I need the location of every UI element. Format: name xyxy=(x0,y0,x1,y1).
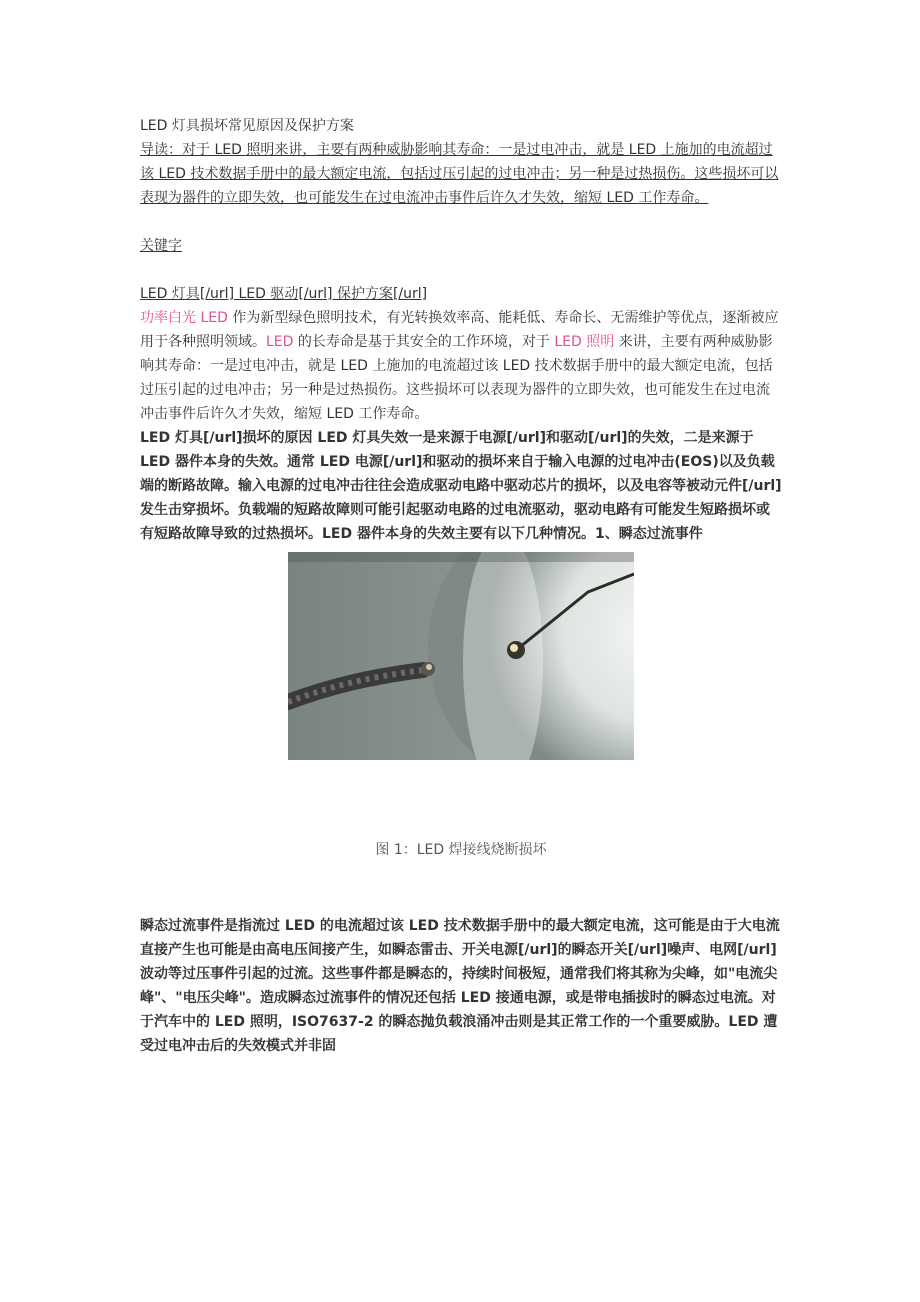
causes-paragraph: LED 灯具[/url]损坏的原因 LED 灯具失效一是来源于电源[/url]和驱动[/url]的失效，二是来源于 LED 器件本身的失效。通常 LED 电源[/url]和驱动的损坏来自于输入电源的过电冲击(EOS)以及负载端的断路故障。输入电源的过电冲击往往会造成驱动电路中驱动芯片的损坏，以及电容等被动元件[/url]发生击穿损坏。负载端的短路故障则可能引起驱动电路的过电流驱动，驱动电路有可能发生短路损坏或有短路故障导致的过热损坏。LED 器件本身的失效主要有以下几种情况。1、瞬态过流事件 xyxy=(140,430,782,542)
keywords-links[interactable]: LED 灯具[/url] LED 驱动[/url] 保护方案[/url] xyxy=(140,286,428,302)
keywords-label[interactable]: 关键字 xyxy=(140,238,182,254)
document-title: LED 灯具损坏常见原因及保护方案 xyxy=(140,118,354,134)
link-led[interactable]: LED xyxy=(266,334,294,350)
intro-text-1: 作为新型绿色照明技术，有光转换效率高、能耗低、寿命长、无需维护等优点，逐渐被应用于各种照明领域。 xyxy=(140,310,779,350)
intro-text-2: 的长寿命是基于其安全的工作环境，对于 xyxy=(293,334,555,350)
transient-paragraph: 瞬态过流事件是指流过 LED 的电流超过该 LED 技术数据手册中的最大额定电流，这可能是由于大电流直接产生也可能是由高电压间接产生，如瞬态雷击、开关电源[/url]的瞬态开关[/url]噪声、电网[/url]波动等过压事件引起的过流。这些事件都是瞬态的，持续时间极短，通常我们将其称为尖峰，如"电流尖峰"、"电压尖峰"。造成瞬态过流事件的情况还包括 LED 接通电源，或是带电插拔时的瞬态过电流。对于汽车中的 LED 照明，ISO7637-2 的瞬态抛负载浪涌冲击则是其正常工作的一个重要威胁。LED 遭受过电冲击后的失效模式并非固 xyxy=(140,918,780,1054)
intro-text-3: 来讲，主要有两种威胁影响其寿命：一是过电冲击，就是 LED 上施加的电流超过该 LED 技术数据手册中的最大额定电流，包括过压引起的过电冲击；另一种是过热损伤。这些损坏可以表现为器件的立即失效，也可能发生在过电流冲击事件后许久才失效，缩短 LED 工作寿命。 xyxy=(140,334,773,422)
wire-burnout-photo xyxy=(288,552,634,760)
guide-paragraph[interactable]: 导读：对于 LED 照明来讲，主要有两种威胁影响其寿命：一是过电冲击，就是 LED 上施加的电流超过该 LED 技术数据手册中的最大额定电流，包括过压引起的过电冲击；另一种是过热损伤。这些损坏可以表现为器件的立即失效，也可能发生在过电流冲击事件后许久才失效，缩短 LED 工作寿命。 xyxy=(140,142,779,206)
figure-caption: 图 1：LED 焊接线烧断损坏 xyxy=(375,842,547,858)
link-led-lighting[interactable]: LED 照明 xyxy=(554,334,615,350)
intro-paragraph xyxy=(140,306,782,426)
document-page xyxy=(140,114,782,1072)
link-power-white-led[interactable]: 功率白光 LED xyxy=(140,310,228,326)
